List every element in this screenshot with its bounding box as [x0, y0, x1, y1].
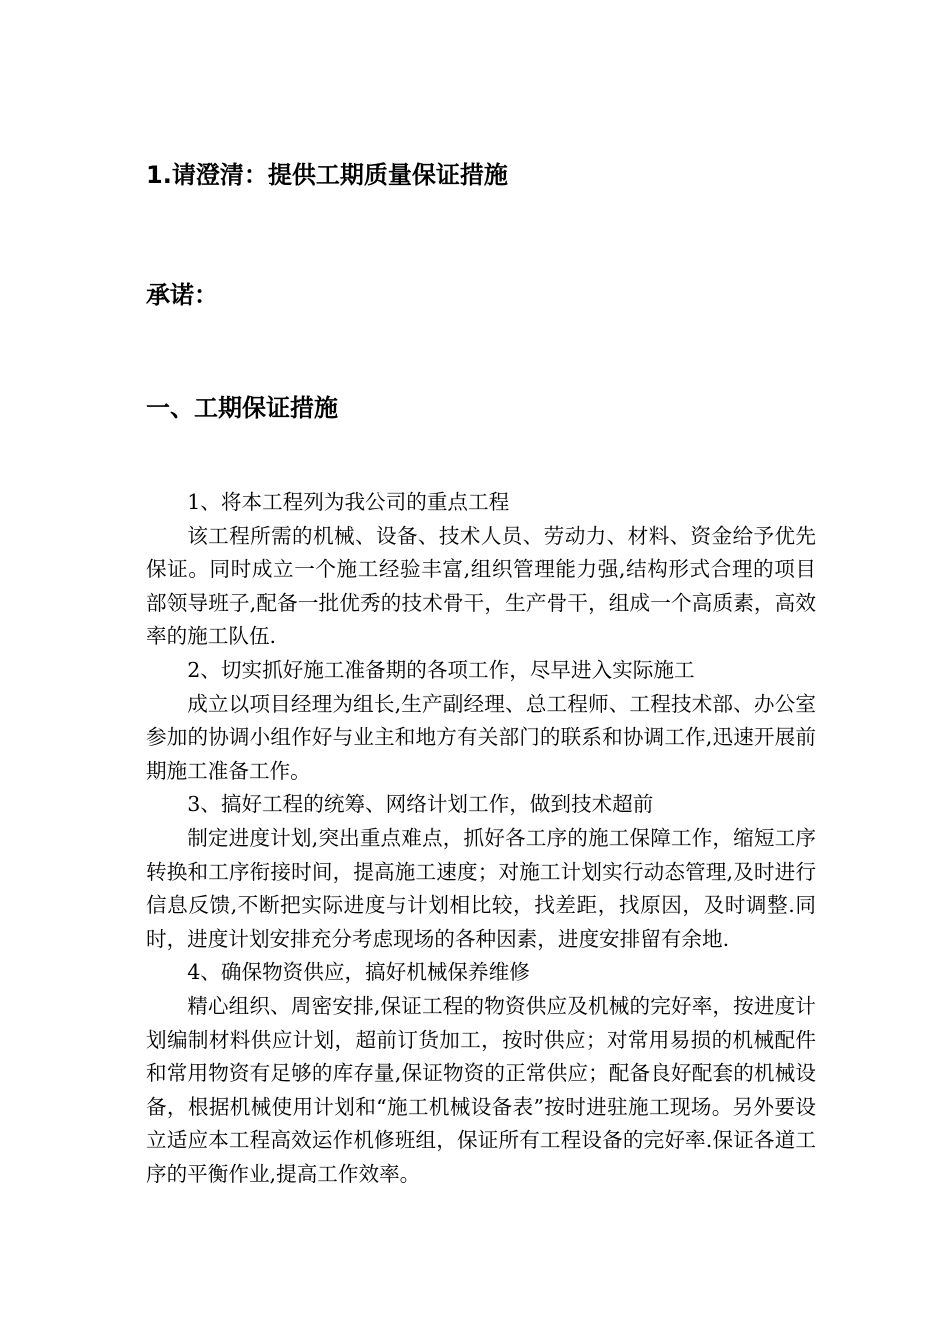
section-title: 一、工期保证措施 [146, 394, 338, 422]
body-text [146, 486, 816, 1191]
item-heading-1: 1、将本工程列为我公司的重点工程 [187, 490, 510, 514]
item-paragraph-4: 精心组织、周密安排,保证工程的物资供应及机械的完好率，按进度计划编制材料供应计划，超前订货加工，按时供应；对常用易损的机械配件和常用物资有足够的库存量,保证物资的正常供应；配备良好配套的机械设备，根据机械使用计划和“施工机械设备表”按时进驻施工现场。另外要设立适应本工程高效运作机修班组，保证所有工程设备的完好率.保证各道工序的平衡作业,提高工作效率。 [146, 993, 816, 1186]
item-paragraph-2: 成立以项目经理为组长,生产副经理、总工程师、工程技术部、办公室参加的协调小组作好与业主和地方有关部门的联系和协调工作,迅速开展前期施工准备工作。 [146, 691, 816, 783]
item-paragraph-3: 制定进度计划,突出重点难点，抓好各工序的施工保障工作，缩短工序转换和工序衔接时间，提高施工速度；对施工计划实行动态管理,及时进行信息反馈,不断把实际进度与计划相比较，找差距，找原因，及时调整.同时，进度计划安排充分考虑现场的各种因素，进度安排留有余地. [146, 825, 816, 951]
item-heading-2: 2、切实抓好施工准备期的各项工作，尽早进入实际施工 [187, 657, 695, 682]
item-heading-3: 3、搞好工程的统筹、网络计划工作，做到技术超前 [187, 792, 654, 817]
item-heading-4: 4、确保物资供应，搞好机械保养维修 [187, 960, 530, 985]
commitment-label: 承诺： [146, 281, 218, 309]
item-paragraph-1: 该工程所需的机械、设备、技术人员、劳动力、材料、资金给予优先保证。同时成立一个施工经验丰富,组织管理能力强,结构形式合理的项目部领导班子,配备一批优秀的技术骨干，生产骨干，组成一个高质素，高效率的施工队伍. [146, 523, 816, 649]
clarification-title: 1.请澄清：提供工期质量保证措施 [146, 161, 508, 189]
